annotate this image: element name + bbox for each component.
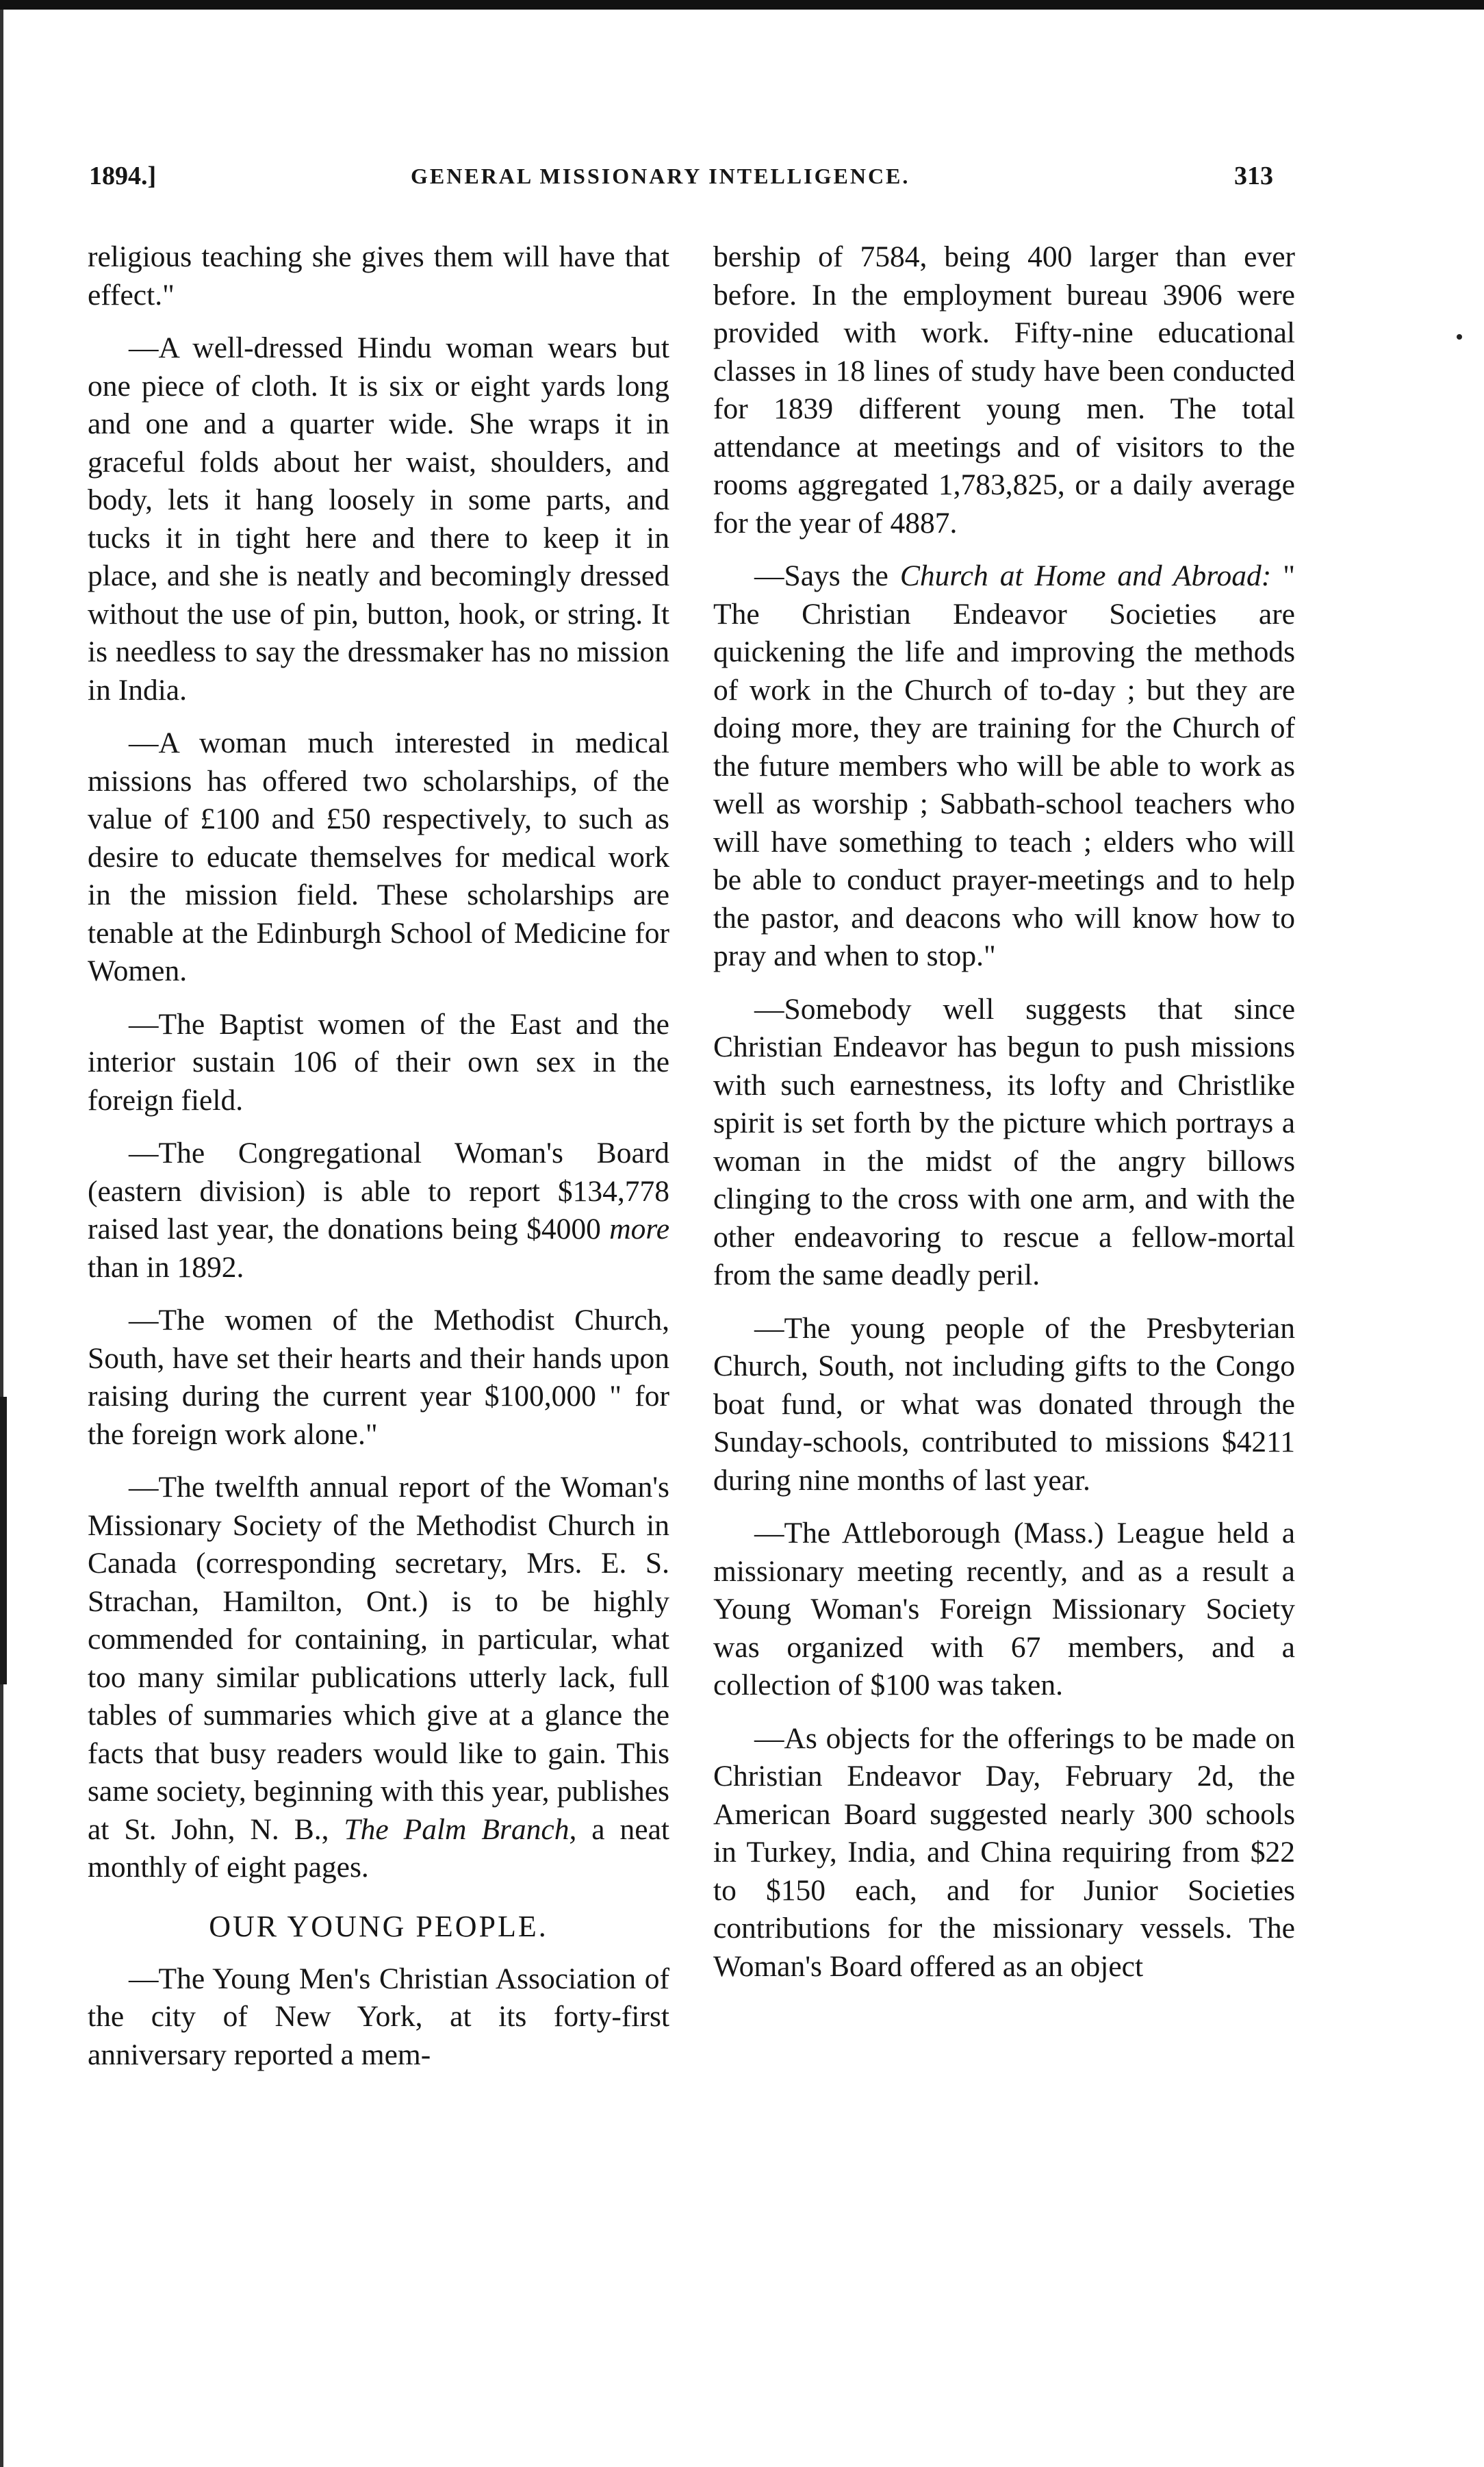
header-title: GENERAL MISSIONARY INTELLIGENCE. — [411, 164, 910, 188]
paragraph-somebody: —Somebody well suggests that since Christian Endeavor has begun to push missions with such earnestness, its lofty and Christlike spirit is set forth by the picture which portrays a woman in the midst of the angry billows clinging to the cross with one arm, and with the other endeavoring to rescue a fellow-mortal from the same deadly peril. — [713, 992, 1295, 1291]
header-year: 1894.] — [89, 162, 157, 190]
paragraph-attleborough: —The Attleborough (Mass.) League held a missionary meeting recently, and as a result a Young Woman's Foreign Missionary Society was organized with 67 members, and a collection of $100 was taken. — [713, 1517, 1295, 1701]
paragraph-methodist-south: —The women of the Methodist Church, South, have set their hearts and their hands upon raising during the current year $100,000 " for the foreign work alone." — [88, 1304, 669, 1451]
page-number: 313 — [1234, 162, 1273, 190]
running-head — [89, 161, 1273, 202]
paragraph-congregational — [88, 1135, 669, 1287]
margin-speck — [1457, 334, 1462, 340]
left-binding-mark — [0, 1397, 7, 1684]
church-at-home-title: Church at Home and Abroad: — [899, 559, 1272, 592]
says-text: —Says the — [754, 559, 888, 592]
left-column — [88, 238, 669, 2089]
top-border-rule — [0, 0, 1484, 10]
paragraph-presbyterian: —The young people of the Presbyterian Church, South, not including gifts to the Congo boat fund, or what was donated through the Sunday-schools, contributed to missions $4211 during nine months of last year. — [713, 1311, 1295, 1497]
canada-report-text-end: a neat monthly of eight pages. — [88, 1812, 670, 1884]
paragraph-baptist: —The Baptist women of the East and the interior sustain 106 of their own sex in the foreign field. — [88, 1007, 669, 1117]
paragraph-canada-report — [88, 1469, 669, 1887]
congregational-emphasis: more — [609, 1213, 670, 1245]
paragraph-hindu-woman: —A well-dressed Hindu woman wears but one piece of cloth. It is six or eight yards long and one and a quarter wide. She wraps it in graceful folds about her waist, shoulders, and body, lets it hang loosely in some parts, and tucks it in tight here and there to keep it in place, and she is neatly and becomingly dressed without the use of pin, button, hook, or string. It is needless to say the dressmaker has no mission in India. — [88, 331, 669, 707]
says-quote: " The Christian Endeavor Societies are quickening the life and improving the methods of work in the Church of to-day ; but they are doing more, they are training for the Church of the future members who will be able to work as well as worship ; Sabbath-school teachers who will have something to teach ; elders who will be able to conduct prayer-meetings and to help the pastor, and deacons who will know how to pray and when to stop." — [713, 559, 1296, 972]
section-heading: OUR YOUNG PEOPLE. — [209, 1909, 548, 1943]
canada-report-text: —The twelfth annual report of the Woman's Missionary Society of the Methodist Church in Canada (corresponding secretary, Mrs. E. S. Strachan, Hamilton, Ont.) is to be highly commended for containing, in particular, what too many similar publications utterly lack, full tables of summaries which give at a glance the facts that busy readers would like to gain. This same society, beginning with this year, publishes at St. John, N. B., — [88, 1471, 669, 1846]
paragraph-church-at-home — [713, 557, 1295, 976]
paragraph-continuation: religious teaching she gives them will have that effect." — [88, 240, 669, 312]
palm-branch-title: The Palm Branch, — [344, 1812, 577, 1846]
congregational-text: —The Congregational Woman's Board (eastern division) is able to report $134,778 raised last year, the donations being $4000 — [88, 1137, 669, 1245]
left-page-edge — [0, 10, 3, 2467]
congregational-text-end: than in 1892. — [88, 1250, 244, 1284]
right-column — [713, 238, 1295, 2001]
paragraph-ymca-continuation: bership of 7584, being 400 larger than ever before. In the employment bureau 3906 were provided with work. Fifty-nine educational classes in 18 lines of study have been conducted for 1839 different young men. The total attendance at meetings and of visitors to the rooms aggregated 1,783,825, or a daily average for the year of 4887. — [713, 240, 1295, 540]
paragraph-offerings: —As objects for the offerings to be made on Christian Endeavor Day, February 2d, the American Board suggested nearly 300 schools in Turkey, India, and China requiring from $22 to $150 each, and for Junior Societies contributions for the missionary vessels. The Woman's Board offered as an object — [713, 1721, 1295, 1983]
paragraph-ymca: —The Young Men's Christian Association of the city of New York, at its forty-first anniversary reported a mem- — [88, 1962, 669, 2071]
paragraph-scholarships: —A woman much interested in medical missions has offered two scholarships, of the value of £100 and £50 respectively, to such as desire to educate themselves for medical work in the mission field. These scholarships are tenable at the Edinburgh School of Medicine for Women. — [88, 726, 669, 987]
